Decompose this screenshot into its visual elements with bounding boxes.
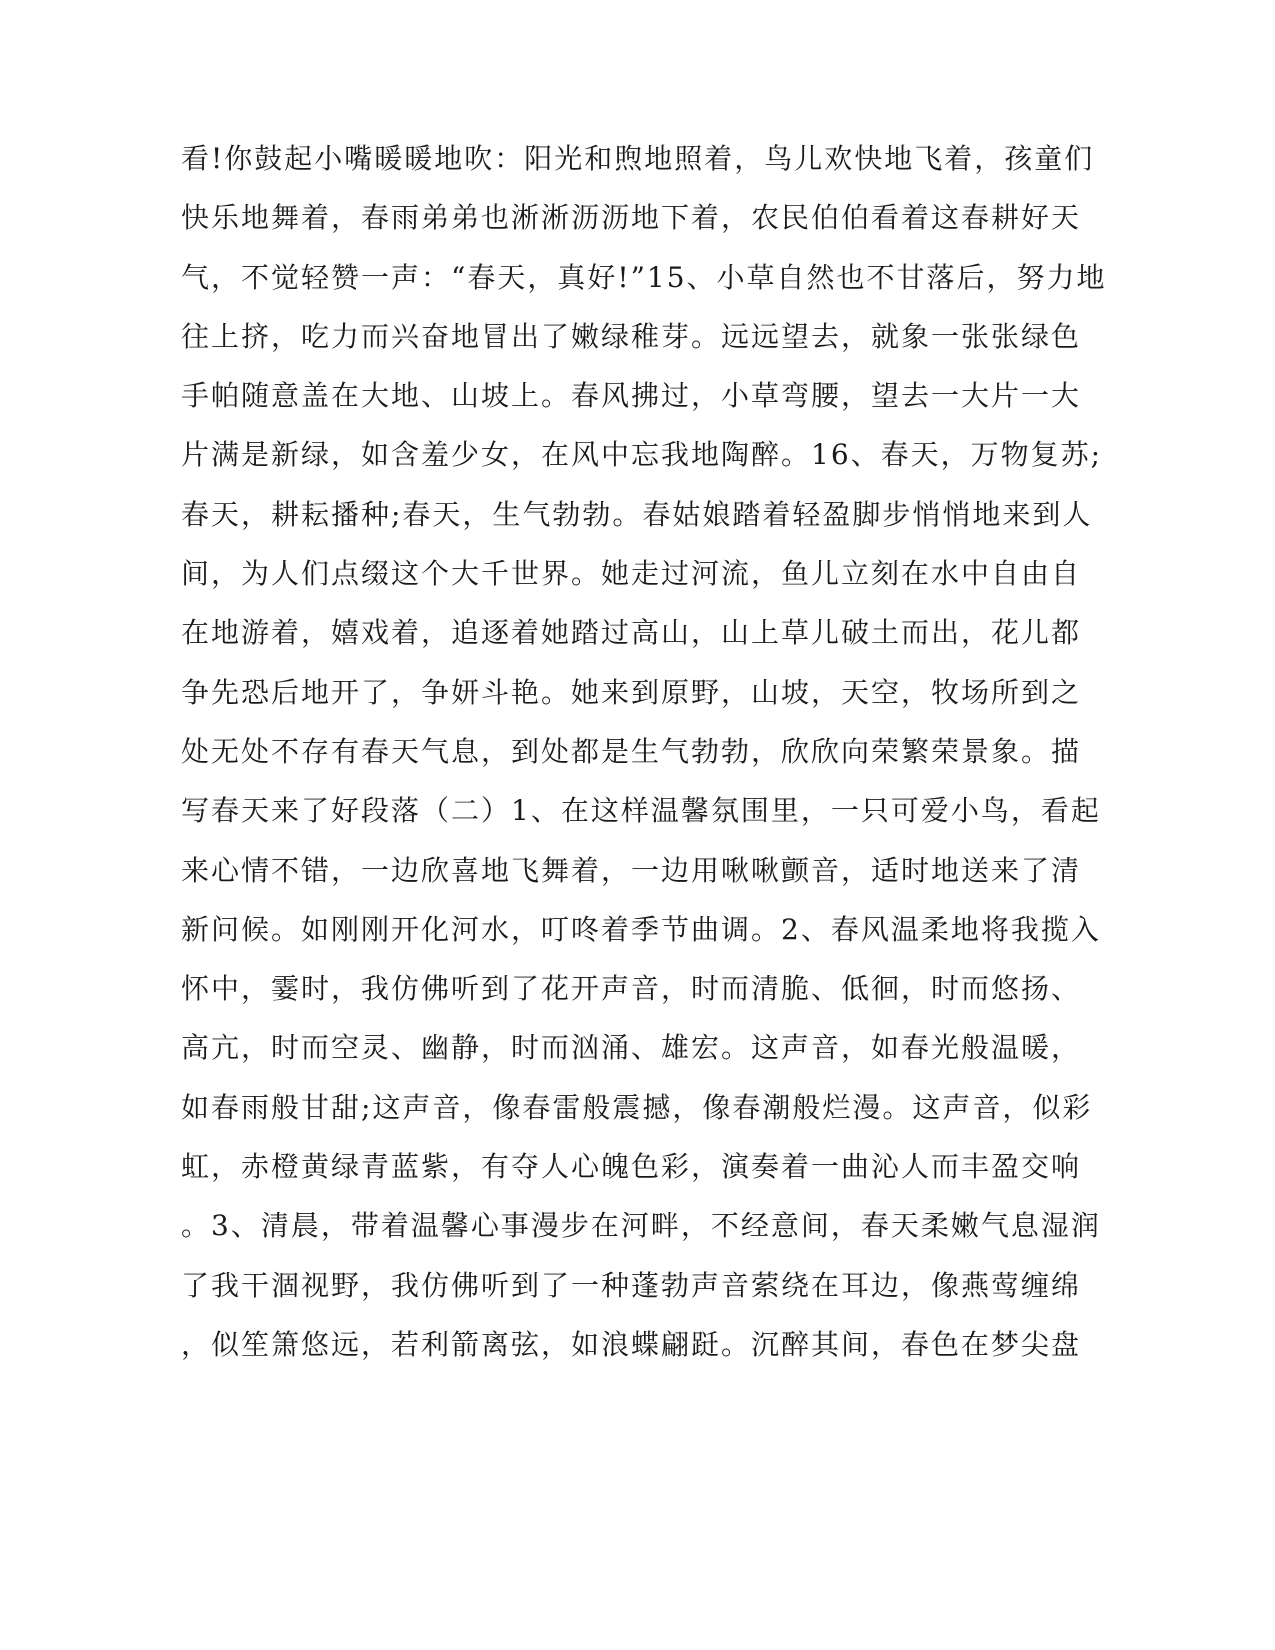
text-line: 怀中，霎时，我仿佛听到了花开声音，时而清脆、低徊，时而悠扬、 [181,972,1082,1006]
text-line: 快乐地舞着，春雨弟弟也淅淅沥沥地下着，农民伯伯看着这春耕好天 [181,201,1082,235]
text-line: 手帕随意盖在大地、山坡上。春风拂过，小草弯腰，望去一大片一大 [181,379,1082,413]
text-line: 高亢，时而空灵、幽静，时而汹涌、雄宏。这声音，如春光般温暖， [181,1031,1082,1065]
text-line: 间，为人们点缀这个大千世界。她走过河流，鱼儿立刻在水中自由自 [181,557,1082,591]
text-line: 片满是新绿，如含羞少女，在风中忘我地陶醉。16、春天，万物复苏; [181,438,1103,472]
text-line: 如春雨般甘甜;这声音，像春雷般震撼，像春潮般烂漫。这声音，似彩 [181,1090,1093,1124]
text-line: 来心情不错，一边欣喜地飞舞着，一边用啾啾颤音，适时地送来了清 [181,853,1082,887]
text-line: 写春天来了好段落（二）1、在这样温馨氛围里，一只可爱小鸟，看起 [181,794,1101,828]
text-line: 在地游着，嬉戏着，追逐着她踏过高山，山上草儿破土而出，花儿都 [181,616,1082,650]
text-line: 处无处不存有春天气息，到处都是生气勃勃，欣欣向荣繁荣景象。描 [181,734,1082,768]
text-line: 了我干涸视野，我仿佛听到了一种蓬勃声音萦绕在耳边，像燕莺缠绵 [181,1268,1082,1302]
body-text [181,129,1107,1374]
text-line: 往上挤，吃力而兴奋地冒出了嫩绿稚芽。远远望去，就象一张张绿色 [181,319,1082,353]
text-line: 看!你鼓起小嘴暖暖地吹：阳光和煦地照着，鸟儿欢快地飞着，孩童们 [181,142,1095,175]
text-line: 新问候。如刚刚开化河水，叮咚着季节曲调。2、春风温柔地将我揽入 [181,912,1101,946]
text-line: 气，不觉轻赞一声：“春天，真好!”15、小草自然也不甘落后，努力地 [181,260,1107,294]
text-line: 争先恐后地开了，争妍斗艳。她来到原野，山坡，天空，牧场所到之 [181,675,1082,709]
text-line: 春天，耕耘播种;春天，生气勃勃。春姑娘踏着轻盈脚步悄悄地来到人 [181,497,1093,531]
text-line: 虹，赤橙黄绿青蓝紫，有夺人心魄色彩，演奏着一曲沁人而丰盈交响 [181,1150,1082,1184]
text-line: 。3、清晨，带着温馨心事漫步在河畔，不经意间，春天柔嫩气息湿润 [181,1209,1101,1243]
text-line: ，似笙箫悠远，若利箭离弦，如浪蝶翩跹。沉醉其间，春色在梦尖盘 [181,1327,1082,1361]
